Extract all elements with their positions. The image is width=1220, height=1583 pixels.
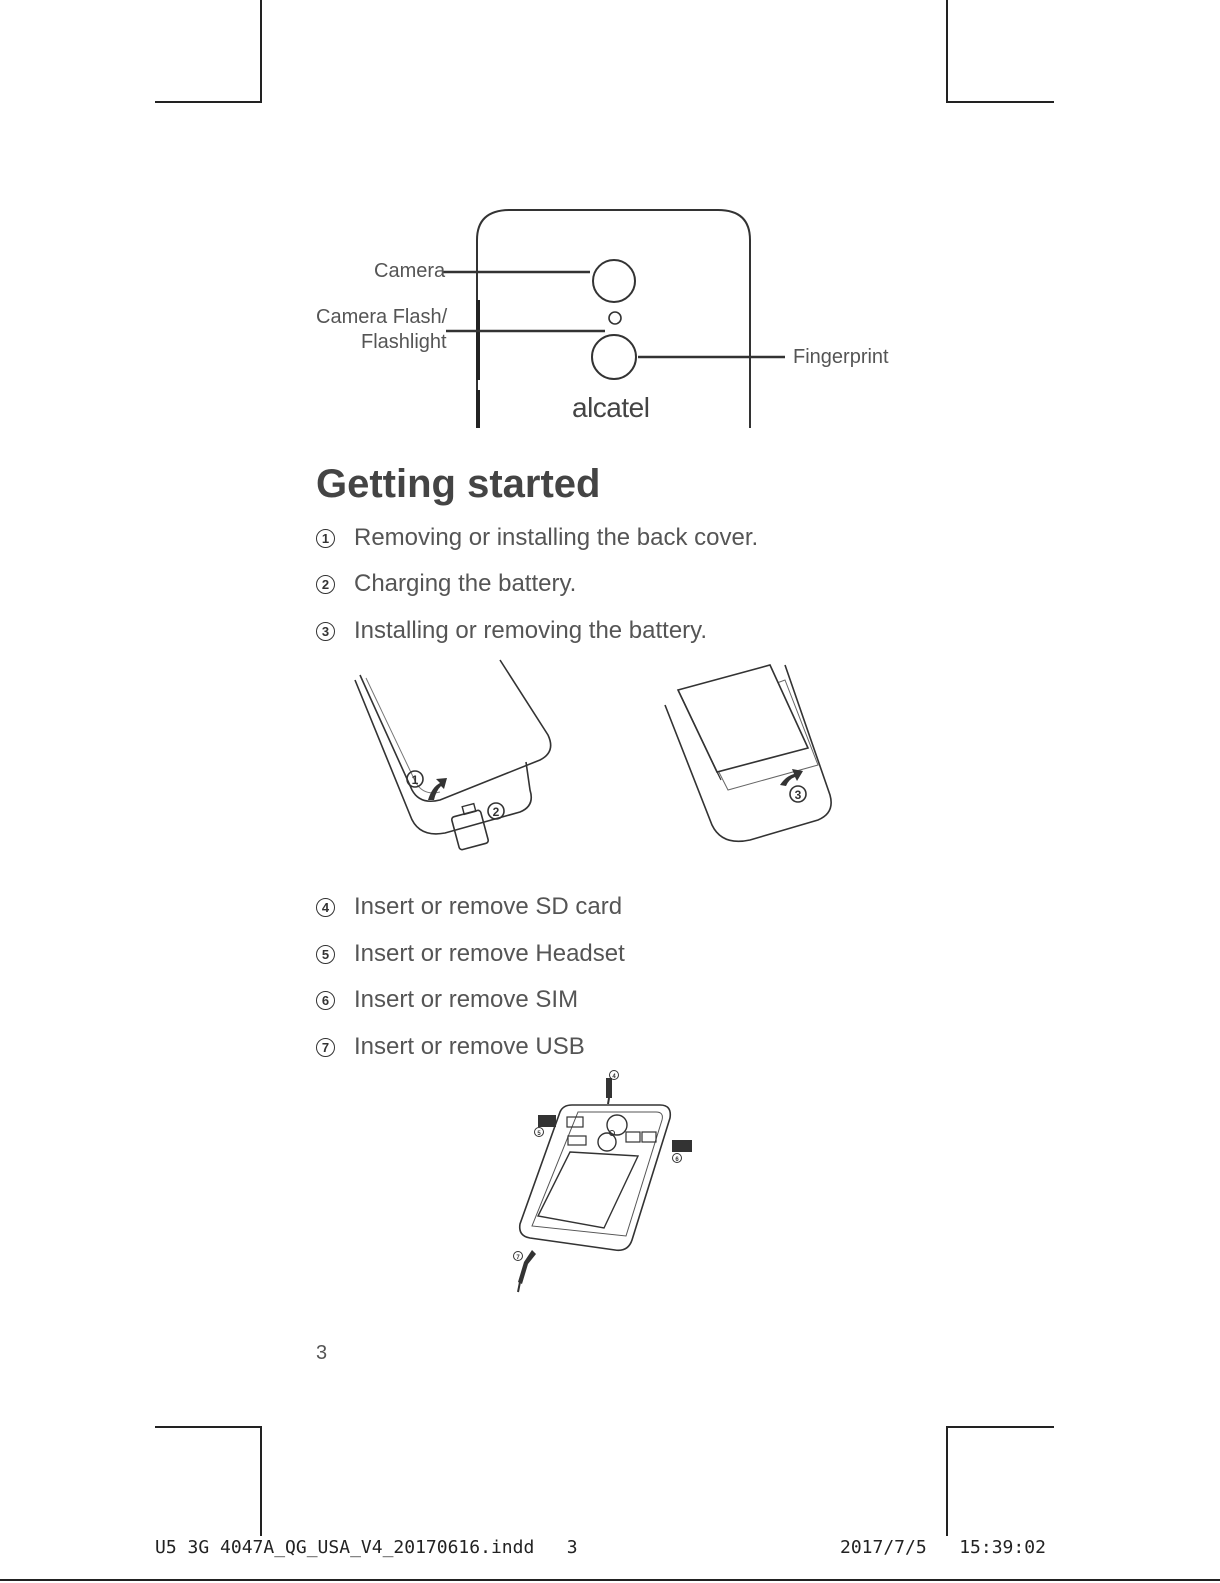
callout-number: 3 [794, 788, 802, 802]
step-text: Insert or remove SIM [354, 986, 579, 1013]
step-number: 5 [316, 945, 335, 964]
footer-timestamp: 2017/7/5 15:39:02 [840, 1537, 1046, 1558]
headset-plug-tip [608, 1098, 609, 1104]
page-number: 3 [316, 1342, 328, 1364]
callout-number: 1 [411, 773, 419, 787]
section-title: Getting started [316, 462, 601, 506]
callout-number: 2 [492, 805, 500, 819]
headset-plug [606, 1078, 612, 1098]
step-number: 4 [316, 898, 335, 917]
step-text: Charging the battery. [354, 570, 577, 597]
footer-filename: U5 3G 4047A_QG_USA_V4_20170616.indd 3 [155, 1537, 578, 1558]
sim-slot [642, 1132, 656, 1142]
footer-rule [0, 1579, 1220, 1581]
sim-slot [626, 1132, 640, 1142]
callout-number: 7 [516, 1255, 520, 1261]
crop-mark [946, 1426, 948, 1536]
step-number: 1 [316, 529, 335, 548]
step-number: 6 [316, 991, 335, 1010]
flash-label-line2: Flashlight [361, 331, 447, 353]
camera-label: Camera [374, 260, 446, 282]
step-number: 7 [316, 1038, 335, 1057]
step-text: Insert or remove Headset [354, 940, 625, 967]
step-text: Insert or remove SD card [354, 893, 623, 920]
crop-mark [155, 1426, 262, 1428]
step-number: 2 [316, 575, 335, 594]
callout-number: 4 [612, 1074, 616, 1080]
sd-card [538, 1115, 556, 1127]
phone-inner-frame [532, 1112, 662, 1236]
callout-number: 5 [537, 1131, 541, 1137]
sim-card [672, 1140, 692, 1152]
step-text: Installing or removing the battery. [354, 617, 708, 644]
usb-cable-wire [518, 1282, 520, 1292]
step-text: Removing or installing the back cover. [354, 524, 759, 551]
flash-label-line1: Camera Flash/ [316, 306, 448, 328]
fingerprint-sensor [598, 1133, 616, 1151]
brand-logo: alcatel [572, 392, 650, 423]
sim-slot [568, 1136, 586, 1145]
callout-number: 6 [675, 1157, 679, 1163]
crop-mark [946, 1426, 1054, 1428]
step-text: Insert or remove USB [354, 1033, 585, 1060]
usb-cable [518, 1250, 536, 1284]
fingerprint-label: Fingerprint [793, 346, 889, 368]
crop-mark [260, 1426, 262, 1536]
step-number: 3 [316, 622, 335, 641]
battery-bay [538, 1152, 638, 1228]
